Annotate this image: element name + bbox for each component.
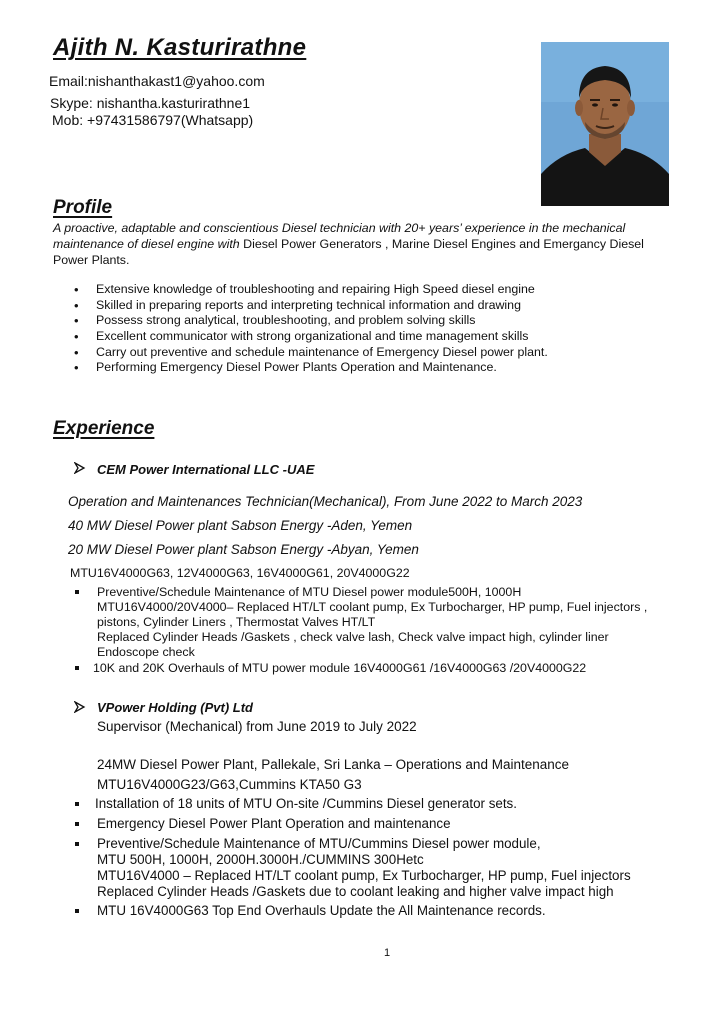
duty-line: MTU 500H, 1000H, 2000H.3000H./CUMMINS 300Hetc — [97, 852, 424, 867]
list-item: • Skilled in preparing reports and interpreting technical information and drawing — [60, 298, 548, 314]
skype-line: Skype: nishantha.kasturirathne1 — [50, 95, 251, 111]
duty-line: Replaced Cylinder Heads /Gaskets due to coolant leaking and higher valve impact high — [97, 884, 614, 899]
engine-models: MTU16V4000G63, 12V4000G63, 16V4000G61, 20V4000G22 — [70, 566, 410, 580]
engine-models: MTU16V4000G23/G63,Cummins KTA50 G3 — [97, 777, 362, 792]
duty-line: Installation of 18 units of MTU On-site /Cummins Diesel generator sets. — [95, 796, 517, 811]
list-item: • Possess strong analytical, troubleshooting, and problem solving skills — [60, 313, 548, 329]
duty-line: Replaced Cylinder Heads /Gaskets , check valve lash, Check valve impact high, cylinder liner — [97, 630, 609, 644]
profile-photo — [541, 42, 669, 206]
square-bullet-icon — [75, 909, 79, 913]
list-item: • Excellent communicator with strong organizational and time management skills — [60, 329, 548, 345]
intro-line-3: Power Plants. — [53, 253, 130, 267]
duty-line: MTU16V4000/20V4000– Replaced HT/LT coolant pump, Ex Turbocharger, HP pump, Fuel injectors , — [97, 600, 648, 614]
duty-line: MTU16V4000 – Replaced HT/LT coolant pump, Ex Turbocharger, HP pump, Fuel injectors — [97, 868, 631, 883]
list-item: • Carry out preventive and schedule maintenance of Emergency Diesel power plant. — [60, 345, 548, 361]
duty-line: Preventive/Schedule Maintenance of MTU Diesel power module500H, 1000H — [97, 585, 522, 599]
list-item: • Extensive knowledge of troubleshooting and repairing High Speed diesel engine — [60, 282, 548, 298]
job-site: 24MW Diesel Power Plant, Pallekale, Sri Lanka – Operations and Maintenance — [97, 757, 569, 772]
email-line: Email:nishanthakast1@yahoo.com — [49, 73, 265, 89]
duty-line: Emergency Diesel Power Plant Operation and maintenance — [97, 816, 451, 831]
intro-line-2a: maintenance of diesel engine with — [53, 237, 244, 251]
profile-intro — [53, 220, 703, 268]
job-site: 20 MW Diesel Power plant Sabson Energy -Abyan, Yemen — [68, 542, 419, 557]
company-name: VPower Holding (Pvt) Ltd — [97, 700, 253, 715]
profile-skills-list — [60, 282, 548, 376]
square-bullet-icon — [75, 666, 79, 670]
mobile-line: Mob: +97431586797(Whatsapp) — [52, 112, 254, 128]
job-role: Supervisor (Mechanical) from June 2019 to July 2022 — [97, 719, 417, 734]
square-bullet-icon — [75, 802, 79, 806]
duty-line: Preventive/Schedule Maintenance of MTU/Cummins Diesel power module, — [97, 836, 541, 851]
intro-line-1: A proactive, adaptable and conscientious Diesel technician with 20+ years’ experience in the mechanical — [53, 221, 626, 235]
candidate-name: Ajith N. Kasturirathne — [53, 34, 307, 61]
arrow-right-outline-icon — [74, 462, 86, 477]
square-bullet-icon — [75, 842, 79, 846]
list-item: • Performing Emergency Diesel Power Plants Operation and Maintenance. — [60, 360, 548, 376]
experience-heading: Experience — [53, 418, 155, 439]
square-bullet-icon — [75, 590, 79, 594]
duty-line: 10K and 20K Overhauls of MTU power module 16V4000G61 /16V4000G63 /20V4000G22 — [93, 661, 587, 675]
company-name: CEM Power International LLC -UAE — [97, 462, 315, 477]
duty-line: MTU 16V4000G63 Top End Overhauls Update the All Maintenance records. — [97, 903, 546, 918]
duty-line: Endoscope check — [97, 645, 195, 659]
profile-heading: Profile — [53, 197, 113, 218]
page-number: 1 — [384, 947, 391, 959]
square-bullet-icon — [75, 822, 79, 826]
intro-line-2b: Diesel Power Generators , Marine Diesel Engines and Emergancy Diesel — [243, 237, 644, 251]
job-site: 40 MW Diesel Power plant Sabson Energy -Aden, Yemen — [68, 518, 413, 533]
duty-line: pistons, Cylinder Liners , Thermostat Valves HT/LT — [97, 615, 376, 629]
job-role: Operation and Maintenances Technician(Mechanical), From June 2022 to March 2023 — [68, 494, 583, 509]
arrow-right-outline-icon — [74, 701, 86, 716]
